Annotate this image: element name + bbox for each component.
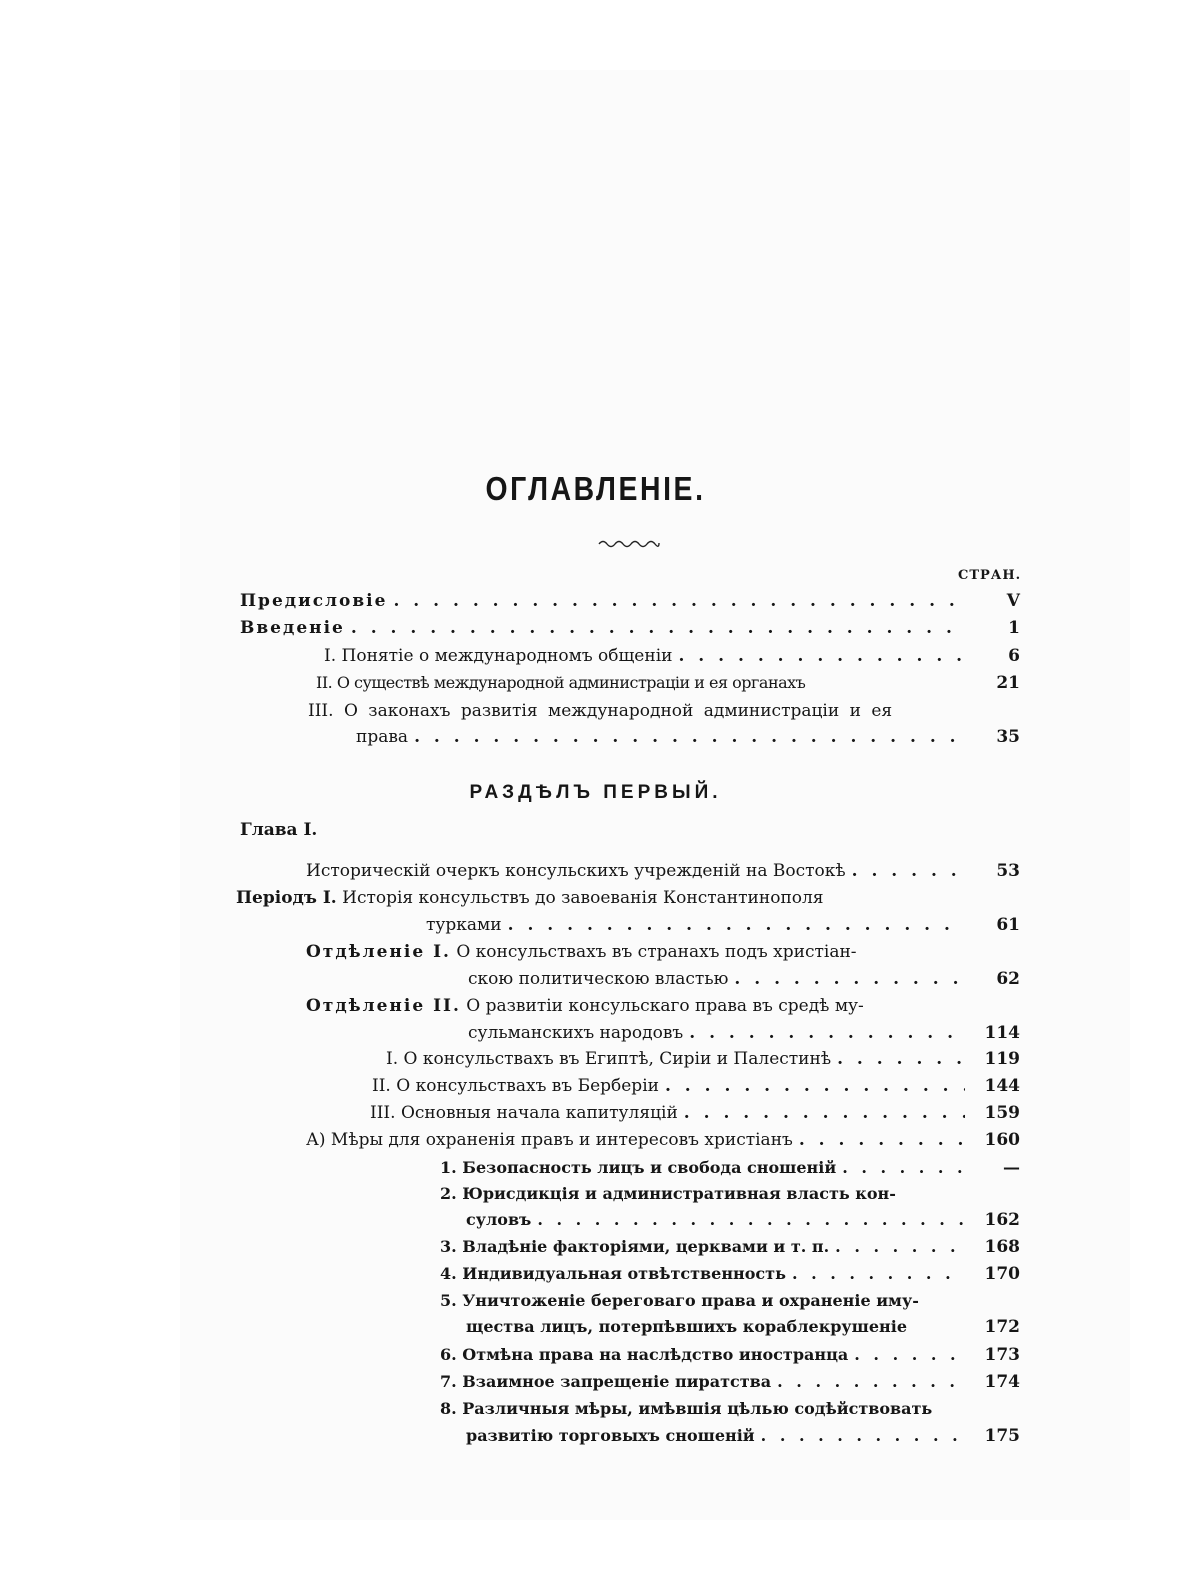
toc-entry-m5[interactable]: 5. Уничтоженіе береговаго права и охраненіе иму- xyxy=(440,1291,919,1310)
toc-page-number: 172 xyxy=(984,1317,1020,1337)
toc-entry-text: Исторія консульствъ до завоеванія Константинополя xyxy=(342,888,824,908)
toc-page-number: 162 xyxy=(984,1210,1020,1230)
toc-entry-text: 1. Безопасность лицъ и свобода сношеній xyxy=(440,1158,837,1177)
toc-page-number: 170 xyxy=(984,1264,1020,1284)
toc-entry-m8[interactable]: 8. Различныя мѣры, имѣвшія цѣлью содѣйствовать xyxy=(440,1399,933,1418)
toc-entry-text: Введеніе xyxy=(240,618,345,638)
toc-entry-m5-cont[interactable]: щества лицъ, потерпѣвшихъ кораблекрушеніе xyxy=(466,1317,908,1336)
toc-entry-text: II. О консульствахъ въ Берберіи xyxy=(372,1076,659,1096)
toc-entry-text: О развитіи консульскаго права въ средѣ му- xyxy=(466,996,864,1016)
toc-entry-m6[interactable] xyxy=(440,1342,965,1368)
toc-entry-text: I. О консульствахъ въ Египтѣ, Сиріи и Палестинѣ xyxy=(386,1049,832,1069)
toc-entry-text: Историческій очеркъ консульскихъ учрежденій на Востокѣ xyxy=(306,861,846,881)
toc-entry-sub3[interactable] xyxy=(370,1100,965,1126)
toc-entry-text: III. Основныя начала капитуляцій xyxy=(370,1103,678,1123)
toc-entry-lead: Отдѣленіе I. xyxy=(306,942,451,962)
toc-entry-otd1-cont[interactable] xyxy=(468,966,965,992)
toc-entry-otd1[interactable] xyxy=(306,939,857,965)
toc-entry-text: развитію торговыхъ сношеній xyxy=(466,1426,755,1445)
toc-entry-m4[interactable] xyxy=(440,1261,965,1287)
toc-entry-text: 3. Владѣніе факторіями, церквами и т. п. xyxy=(440,1237,830,1256)
toc-entry-text: I. Понятіе о международномъ общеніи xyxy=(324,646,673,666)
toc-entry-m2[interactable]: 2. Юрисдикція и административная власть кон- xyxy=(440,1184,896,1203)
toc-entry-lead: Періодъ I. xyxy=(236,888,337,908)
toc-entry-sub2[interactable] xyxy=(372,1073,965,1099)
toc-entry-text: скою политическою властью xyxy=(468,969,729,989)
toc-entry-text: сульманскихъ народовъ xyxy=(468,1023,684,1043)
page-title: ОГЛАВЛЕНIE. xyxy=(485,470,706,507)
toc-entry-text: суловъ xyxy=(466,1210,532,1229)
toc-page-number: 119 xyxy=(984,1049,1020,1069)
toc-page-number: 35 xyxy=(996,727,1020,747)
toc-entry-text: 6. Отмѣна права на наслѣдство иностранца xyxy=(440,1345,849,1364)
squiggle-ornament xyxy=(597,538,661,548)
toc-entry-m3[interactable] xyxy=(440,1234,965,1260)
toc-entry-measures-a[interactable] xyxy=(306,1127,965,1153)
toc-entry-m7[interactable] xyxy=(440,1369,965,1395)
toc-entry-text: права xyxy=(356,727,409,747)
toc-entry-period1-cont[interactable] xyxy=(426,912,965,938)
toc-entry-otd2[interactable] xyxy=(306,993,864,1019)
toc-entry-text: О консульствахъ въ странахъ подъ христіан- xyxy=(456,942,857,962)
chapter-label: Глава I. xyxy=(240,820,318,840)
toc-entry-m1[interactable] xyxy=(440,1155,965,1181)
toc-page-number: 174 xyxy=(984,1372,1020,1392)
toc-entry-ocherk[interactable] xyxy=(306,858,965,884)
toc-entry-text: Предисловіе xyxy=(240,591,388,611)
toc-entry-otd2-cont[interactable] xyxy=(468,1020,965,1046)
toc-page-number: 168 xyxy=(984,1237,1020,1257)
toc-page-number: 21 xyxy=(996,673,1020,693)
toc-entry-lead: Отдѣленіе II. xyxy=(306,996,461,1016)
toc-page-number: 61 xyxy=(996,915,1020,935)
toc-entry-intro-1[interactable] xyxy=(324,643,965,669)
toc-page-number: 114 xyxy=(984,1023,1020,1043)
toc-page-number: 53 xyxy=(996,861,1020,881)
toc-page-number: 159 xyxy=(984,1103,1020,1123)
toc-page-number: 6 xyxy=(1008,646,1020,666)
toc-page-number: V xyxy=(1006,591,1020,611)
toc-page-number: — xyxy=(1003,1158,1020,1178)
toc-page-number: 160 xyxy=(984,1130,1020,1150)
toc-entry-sub1[interactable] xyxy=(386,1046,965,1072)
toc-entry-m8-cont[interactable] xyxy=(466,1423,965,1449)
toc-page-number: 1 xyxy=(1008,618,1020,638)
toc-entry-intro-2[interactable]: II. О существѣ международной администраціи и ея органахъ xyxy=(316,673,806,692)
toc-entry-text: 4. Индивидуальная отвѣтственность xyxy=(440,1264,786,1283)
page-column-label: СТРАН. xyxy=(958,568,1022,583)
toc-page-number: 175 xyxy=(984,1426,1020,1446)
toc-page-number: 144 xyxy=(984,1076,1020,1096)
toc-entry-period1[interactable] xyxy=(236,885,824,911)
toc-entry-m2-cont[interactable] xyxy=(466,1207,965,1233)
toc-entry-text: 7. Взаимное запрещеніе пиратства xyxy=(440,1372,772,1391)
section-title: РАЗДѢЛЪ ПЕРВЫЙ. xyxy=(469,782,722,803)
toc-entry-intro-3[interactable]: III. О законахъ развитія международной администраціи и ея xyxy=(308,701,893,721)
toc-page-number: 62 xyxy=(996,969,1020,989)
toc-page-number: 173 xyxy=(984,1345,1020,1365)
toc-entry-vvedenie[interactable] xyxy=(240,615,965,641)
toc-entry-text: турками xyxy=(426,915,502,935)
toc-entry-text: А) Мѣры для охраненія правъ и интересовъ христіанъ xyxy=(306,1130,793,1150)
toc-entry-predislovie[interactable] xyxy=(240,588,965,614)
toc-entry-intro-3-cont[interactable] xyxy=(356,724,965,750)
